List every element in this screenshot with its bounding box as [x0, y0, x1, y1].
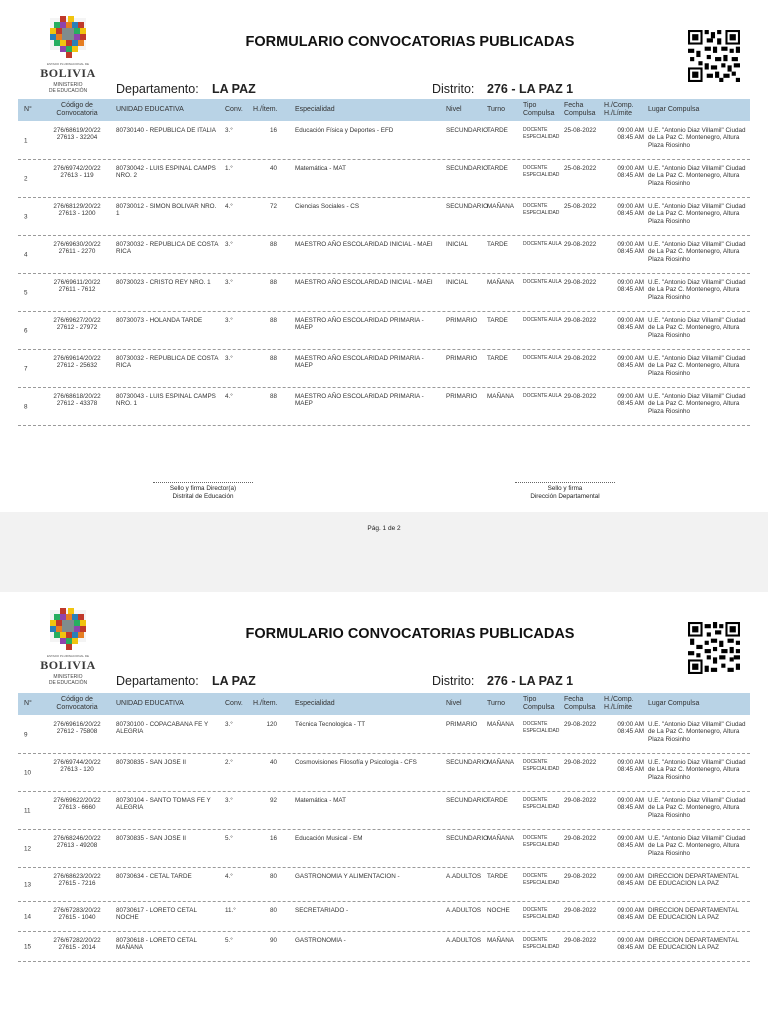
cell-hitem: 90 — [269, 937, 277, 944]
cell-lugar: DIRECCION DEPARTAMENTAL DE EDUCACION LA PAZ — [648, 873, 739, 888]
col-hitem: H./Ítem. — [253, 700, 278, 707]
cell-unidad: 80730012 - SIMON BOLIVAR NRO. 1 — [116, 203, 217, 218]
cell-n: 15 — [24, 942, 32, 950]
qr-code-icon — [688, 30, 740, 82]
cell-especialidad: Cosmovisiones Filosofía y Psicologia - CFS — [295, 759, 417, 766]
cell-turno: MAÑANA — [487, 393, 514, 400]
country-name: BOLIVIA — [40, 66, 96, 80]
coat-of-arms-icon — [46, 604, 90, 652]
cell-codigo: 276/69630/20/22 27611 - 2270 — [53, 241, 101, 256]
cell-hcomp: 09:00 AM 08:45 AM — [617, 797, 644, 812]
cell-nivel: PRIMARIO — [446, 721, 478, 728]
cell-conv: 4.° — [225, 873, 233, 880]
cell-fecha: 29-08-2022 — [564, 393, 597, 400]
cell-conv: 3.° — [225, 127, 233, 134]
col-nivel: Nivel — [446, 106, 462, 113]
cell-especialidad: Matemática - MAT — [295, 797, 346, 804]
cell-especialidad: Ciencias Sociales - CS — [295, 203, 360, 210]
signature-departamental: Sello y firma Dirección Departamental — [515, 482, 615, 501]
cell-tipo: DOCENTE AULA — [523, 317, 562, 323]
table-row — [18, 792, 750, 830]
cell-tipo: DOCENTE AULA — [523, 279, 562, 285]
cell-turno: NOCHE — [487, 907, 510, 914]
table-row — [18, 932, 750, 962]
cell-unidad: 80730140 - REPUBLICA DE ITALIA — [116, 127, 216, 134]
cell-unidad: 80730023 - CRISTO REY NRO. 1 — [116, 279, 211, 286]
cell-tipo: DOCENTE ESPECIALIDAD — [523, 937, 560, 950]
cell-hitem: 16 — [269, 835, 277, 842]
cell-nivel: PRIMARIO — [446, 355, 478, 362]
cell-especialidad: Técnica Tecnologica - TT — [295, 721, 366, 728]
cell-n: 10 — [24, 768, 32, 776]
col-conv: Conv. — [225, 106, 243, 113]
cell-especialidad: MAESTRO AÑO ESCOLARIDAD PRIMARIA - MAEP — [295, 393, 424, 408]
cell-turno: TARDE — [487, 797, 508, 804]
col-tipo: Tipo Compulsa — [523, 102, 555, 117]
cell-unidad: 80730634 - CETAL TARDE — [116, 873, 192, 880]
cell-lugar: U.E. "Antonio Diaz Villamil" Ciudad de La Paz C. Montenegro, Altura Plaza Riosinho — [648, 241, 746, 263]
cell-nivel: A.ADULTOS — [446, 937, 482, 944]
table-row — [18, 868, 750, 902]
cell-n: 7 — [24, 364, 28, 372]
cell-lugar: U.E. "Antonio Diaz Villamil" Ciudad de La Paz C. Montenegro, Altura Plaza Riosinho — [648, 835, 746, 857]
cell-hcomp: 09:00 AM 08:45 AM — [617, 721, 644, 736]
cell-turno: TARDE — [487, 355, 508, 362]
cell-lugar: DIRECCION DEPARTAMENTAL DE EDUCACION LA PAZ — [648, 907, 739, 922]
cell-hitem: 80 — [269, 873, 277, 880]
department-label: Departamento: — [116, 674, 199, 688]
cell-hcomp: 09:00 AM 08:45 AM — [617, 907, 644, 922]
col-turno: Turno — [487, 700, 506, 707]
cell-unidad: 80730073 - HOLANDA TARDE — [116, 317, 203, 324]
col-fecha: Fecha Compulsa — [564, 696, 596, 711]
table-row — [18, 830, 750, 868]
cell-conv: 3.° — [225, 279, 233, 286]
cell-lugar: U.E. "Antonio Diaz Villamil" Ciudad de La Paz C. Montenegro, Altura Plaza Riosinho — [648, 393, 746, 415]
department-label: Departamento: — [116, 82, 199, 96]
page-separator — [0, 512, 768, 592]
district-value: 276 - LA PAZ 1 — [487, 674, 574, 688]
cell-hcomp: 09:00 AM 08:45 AM — [617, 873, 644, 888]
col-especialidad: Especialidad — [295, 106, 335, 113]
document-page-2 — [0, 592, 768, 1024]
cell-fecha: 25-08-2022 — [564, 203, 597, 210]
cell-codigo: 276/68623/20/22 27615 - 7216 — [53, 873, 101, 888]
cell-n: 1 — [24, 136, 28, 144]
cell-especialidad: GASTRONOMIA - — [295, 937, 346, 944]
cell-nivel: SECUNDARIO — [446, 759, 488, 766]
cell-especialidad: Matemática - MAT — [295, 165, 346, 172]
cell-lugar: U.E. "Antonio Diaz Villamil" Ciudad de La Paz C. Montenegro, Altura Plaza Riosinho — [648, 279, 746, 301]
cell-nivel: PRIMARIO — [446, 393, 478, 400]
col-nivel: Nivel — [446, 700, 462, 707]
coat-of-arms-icon — [46, 12, 90, 60]
cell-codigo: 276/68619/20/22 27613 - 32204 — [53, 127, 101, 142]
table-header — [18, 99, 750, 121]
table-row — [18, 388, 750, 426]
cell-unidad: 80730835 - SAN JOSE II — [116, 835, 187, 842]
qr-code-icon — [688, 622, 740, 674]
cell-unidad: 80730104 - SANTO TOMAS FE Y ALEGRIA — [116, 797, 211, 812]
cell-hcomp: 09:00 AM 08:45 AM — [617, 127, 644, 142]
ministry-name: MINISTERIO DE EDUCACIÓN — [48, 82, 88, 94]
cell-hitem: 88 — [269, 279, 277, 286]
signature-director: Sello y firma Director(a) Distrital de Educación — [153, 482, 253, 501]
cell-hcomp: 09:00 AM 08:45 AM — [617, 937, 644, 952]
cell-hcomp: 09:00 AM 08:45 AM — [617, 759, 644, 774]
cell-tipo: DOCENTE AULA — [523, 241, 562, 247]
cell-especialidad: MAESTRO AÑO ESCOLARIDAD PRIMARIA - MAEP — [295, 355, 424, 370]
cell-unidad: 80730617 - LORETO CETAL NOCHE — [116, 907, 197, 922]
cell-unidad: 80730618 - LORETO CETAL MAÑANA — [116, 937, 197, 952]
col-lugar: Lugar Compulsa — [648, 700, 700, 707]
table-row — [18, 754, 750, 792]
cell-tipo: DOCENTE ESPECIALIDAD — [523, 907, 560, 920]
cell-nivel: A.ADULTOS — [446, 873, 482, 880]
cell-turno: TARDE — [487, 241, 508, 248]
cell-conv: 2.° — [225, 759, 233, 766]
ministry-name: MINISTERIO DE EDUCACIÓN — [48, 674, 88, 686]
cell-lugar: U.E. "Antonio Diaz Villamil" Ciudad de La Paz C. Montenegro, Altura Plaza Riosinho — [648, 203, 746, 225]
cell-conv: 4.° — [225, 393, 233, 400]
cell-hcomp: 09:00 AM 08:45 AM — [617, 241, 644, 256]
cell-tipo: DOCENTE ESPECIALIDAD — [523, 759, 560, 772]
cell-hitem: 88 — [269, 393, 277, 400]
cell-hitem: 88 — [269, 241, 277, 248]
cell-codigo: 276/67283/20/22 27615 - 1040 — [53, 907, 101, 922]
department-value: LA PAZ — [212, 82, 256, 96]
cell-fecha: 29-08-2022 — [564, 759, 597, 766]
cell-lugar: U.E. "Antonio Diaz Villamil" Ciudad de La Paz C. Montenegro, Altura Plaza Riosinho — [648, 721, 746, 743]
cell-n: 11 — [24, 806, 31, 814]
ministry-logo — [36, 602, 100, 688]
district-label: Distrito: — [432, 674, 475, 688]
cell-hcomp: 09:00 AM 08:45 AM — [617, 317, 644, 332]
cell-codigo: 276/69611/20/22 27611 - 7612 — [53, 279, 101, 294]
cell-hcomp: 09:00 AM 08:45 AM — [617, 165, 644, 180]
cell-hitem: 40 — [269, 165, 277, 172]
cell-nivel: INICIAL — [446, 279, 469, 286]
cell-tipo: DOCENTE AULA — [523, 393, 562, 399]
cell-especialidad: SECRETARIADO - — [295, 907, 349, 914]
cell-turno: TARDE — [487, 873, 508, 880]
cell-especialidad: MAESTRO AÑO ESCOLARIDAD INICIAL - MAEI — [295, 279, 433, 286]
cell-conv: 11.° — [225, 907, 236, 914]
cell-hcomp: 09:00 AM 08:45 AM — [617, 279, 644, 294]
district-label: Distrito: — [432, 82, 475, 96]
cell-codigo: 276/67282/20/22 27615 - 2014 — [53, 937, 101, 952]
cell-hcomp: 09:00 AM 08:45 AM — [617, 835, 644, 850]
col-fecha: Fecha Compulsa — [564, 102, 596, 117]
cell-conv: 4.° — [225, 203, 233, 210]
cell-tipo: DOCENTE ESPECIALIDAD — [523, 165, 560, 178]
cell-codigo: 276/69616/20/22 27612 - 75808 — [53, 721, 101, 736]
state-label: ESTADO PLURINACIONAL DE — [46, 654, 89, 658]
cell-hitem: 16 — [269, 127, 277, 134]
cell-lugar: U.E. "Antonio Diaz Villamil" Ciudad de La Paz C. Montenegro, Altura Plaza Riosinho — [648, 797, 746, 819]
cell-especialidad: MAESTRO AÑO ESCOLARIDAD INICIAL - MAEI — [295, 241, 433, 248]
cell-n: 14 — [24, 912, 32, 920]
cell-nivel: SECUNDARIO — [446, 127, 488, 134]
cell-turno: MAÑANA — [487, 721, 514, 728]
cell-fecha: 29-08-2022 — [564, 721, 597, 728]
cell-lugar: DIRECCION DEPARTAMENTAL DE EDUCACION LA PAZ — [648, 937, 739, 952]
table-row — [18, 902, 750, 932]
cell-codigo: 276/68618/20/22 27612 - 43378 — [53, 393, 101, 408]
cell-unidad: 80730032 - REPUBLICA DE COSTA RICA — [116, 355, 219, 370]
cell-tipo: DOCENTE ESPECIALIDAD — [523, 203, 560, 216]
cell-codigo: 276/69744/20/22 27613 - 120 — [53, 759, 101, 774]
col-unidad: UNIDAD EDUCATIVA — [116, 106, 184, 113]
cell-fecha: 29-08-2022 — [564, 241, 597, 248]
cell-lugar: U.E. "Antonio Diaz Villamil" Ciudad de La Paz C. Montenegro, Altura Plaza Riosinho — [648, 165, 746, 187]
cell-codigo: 276/69742/20/22 27613 - 119 — [53, 165, 101, 180]
cell-nivel: SECUNDARIO — [446, 797, 488, 804]
table-row — [18, 160, 750, 198]
cell-especialidad: MAESTRO AÑO ESCOLARIDAD PRIMARIA - MAEP — [295, 317, 424, 332]
cell-fecha: 25-08-2022 — [564, 165, 597, 172]
col-especialidad: Especialidad — [295, 700, 335, 707]
cell-conv: 5.° — [225, 937, 233, 944]
table-header — [18, 693, 750, 715]
cell-nivel: PRIMARIO — [446, 317, 478, 324]
table-row — [18, 236, 750, 274]
cell-n: 6 — [24, 326, 28, 334]
cell-fecha: 29-08-2022 — [564, 279, 597, 286]
cell-tipo: DOCENTE ESPECIALIDAD — [523, 797, 560, 810]
cell-hitem: 120 — [266, 721, 277, 728]
cell-nivel: SECUNDARIO — [446, 165, 488, 172]
cell-codigo: 276/68129/20/22 27613 - 1200 — [53, 203, 101, 218]
cell-unidad: 80730032 - REPUBLICA DE COSTA RICA — [116, 241, 219, 256]
cell-especialidad: GASTRONOMIA Y ALIMENTACION - — [295, 873, 400, 880]
cell-lugar: U.E. "Antonio Diaz Villamil" Ciudad de La Paz C. Montenegro, Altura Plaza Riosinho — [648, 355, 746, 377]
cell-fecha: 29-08-2022 — [564, 937, 597, 944]
cell-turno: MAÑANA — [487, 279, 514, 286]
cell-unidad: 80730100 - COPACABANA FE Y ALEGRIA — [116, 721, 209, 736]
cell-hcomp: 09:00 AM 08:45 AM — [617, 355, 644, 370]
cell-nivel: SECUNDARIO — [446, 835, 488, 842]
cell-conv: 3.° — [225, 721, 233, 728]
page-title: FORMULARIO CONVOCATORIAS PUBLICADAS — [245, 626, 575, 642]
cell-nivel: A.ADULTOS — [446, 907, 482, 914]
col-lugar: Lugar Compulsa — [648, 106, 700, 113]
country-name: BOLIVIA — [40, 658, 96, 672]
cell-hitem: 72 — [269, 203, 277, 210]
cell-codigo: 276/69627/20/22 27612 - 27972 — [53, 317, 101, 332]
cell-turno: MAÑANA — [487, 203, 514, 210]
cell-lugar: U.E. "Antonio Diaz Villamil" Ciudad de La Paz C. Montenegro, Altura Plaza Riosinho — [648, 759, 746, 781]
cell-turno: MAÑANA — [487, 835, 514, 842]
cell-tipo: DOCENTE AULA — [523, 355, 562, 361]
cell-hitem: 80 — [269, 907, 277, 914]
cell-turno: TARDE — [487, 317, 508, 324]
cell-fecha: 29-08-2022 — [564, 907, 597, 914]
col-n: N° — [24, 106, 32, 113]
cell-hitem: 92 — [269, 797, 277, 804]
table-row — [18, 312, 750, 350]
table-row — [18, 122, 750, 160]
cell-conv: 3.° — [225, 797, 233, 804]
cell-especialidad: Educación Física y Deportes - EFD — [295, 127, 394, 134]
cell-fecha: 29-08-2022 — [564, 835, 597, 842]
cell-fecha: 29-08-2022 — [564, 317, 597, 324]
cell-conv: 3.° — [225, 317, 233, 324]
cell-conv: 3.° — [225, 241, 233, 248]
department-value: LA PAZ — [212, 674, 256, 688]
cell-n: 12 — [24, 844, 32, 852]
cell-turno: TARDE — [487, 165, 508, 172]
cell-lugar: U.E. "Antonio Diaz Villamil" Ciudad de La Paz C. Montenegro, Altura Plaza Riosinho — [648, 317, 746, 339]
table-row — [18, 716, 750, 754]
cell-hcomp: 09:00 AM 08:45 AM — [617, 203, 644, 218]
cell-n: 3 — [24, 212, 28, 220]
cell-turno: TARDE — [487, 127, 508, 134]
cell-unidad: 80730835 - SAN JOSE II — [116, 759, 187, 766]
table-row — [18, 198, 750, 236]
col-turno: Turno — [487, 106, 506, 113]
cell-codigo: 276/69622/20/22 27613 - 6660 — [53, 797, 101, 812]
cell-fecha: 29-08-2022 — [564, 355, 597, 362]
cell-hitem: 88 — [269, 317, 277, 324]
cell-conv: 5.° — [225, 835, 233, 842]
cell-turno: MAÑANA — [487, 937, 514, 944]
col-hcomp: H./Comp. H./Límite — [604, 696, 634, 711]
col-codigo: Código de Convocatoria — [56, 102, 98, 117]
cell-conv: 3.° — [225, 355, 233, 362]
col-unidad: UNIDAD EDUCATIVA — [116, 700, 184, 707]
cell-fecha: 25-08-2022 — [564, 127, 597, 134]
cell-n: 9 — [24, 730, 28, 738]
cell-fecha: 29-08-2022 — [564, 797, 597, 804]
cell-tipo: DOCENTE ESPECIALIDAD — [523, 835, 560, 848]
col-n: N° — [24, 700, 32, 707]
col-hitem: H./Ítem. — [253, 106, 278, 113]
cell-hitem: 88 — [269, 355, 277, 362]
state-label: ESTADO PLURINACIONAL DE — [46, 62, 89, 66]
col-tipo: Tipo Compulsa — [523, 696, 555, 711]
table-row — [18, 274, 750, 312]
cell-hcomp: 09:00 AM 08:45 AM — [617, 393, 644, 408]
cell-especialidad: Educación Musical - EM — [295, 835, 363, 842]
table-row — [18, 350, 750, 388]
col-codigo: Código de Convocatoria — [56, 696, 98, 711]
cell-unidad: 80730042 - LUIS ESPINAL CAMPS NRO. 2 — [116, 165, 216, 180]
ministry-logo — [36, 10, 100, 96]
cell-nivel: INICIAL — [446, 241, 469, 248]
cell-tipo: DOCENTE ESPECIALIDAD — [523, 873, 560, 886]
page-title: FORMULARIO CONVOCATORIAS PUBLICADAS — [245, 34, 575, 50]
cell-codigo: 276/69614/20/22 27612 - 25632 — [53, 355, 101, 370]
col-hcomp: H./Comp. H./Límite — [604, 102, 634, 117]
cell-lugar: U.E. "Antonio Diaz Villamil" Ciudad de La Paz C. Montenegro, Altura Plaza Riosinho — [648, 127, 746, 149]
cell-tipo: DOCENTE ESPECIALIDAD — [523, 721, 560, 734]
cell-hitem: 40 — [269, 759, 277, 766]
cell-turno: MAÑANA — [487, 759, 514, 766]
cell-tipo: DOCENTE ESPECIALIDAD — [523, 127, 560, 140]
district-value: 276 - LA PAZ 1 — [487, 82, 574, 96]
cell-fecha: 29-08-2022 — [564, 873, 597, 880]
cell-n: 8 — [24, 402, 28, 410]
cell-n: 13 — [24, 880, 32, 888]
cell-n: 5 — [24, 288, 28, 296]
cell-conv: 1.° — [225, 165, 233, 172]
cell-nivel: SECUNDARIO — [446, 203, 488, 210]
col-conv: Conv. — [225, 700, 243, 707]
cell-n: 2 — [24, 174, 28, 182]
cell-codigo: 276/68246/20/22 27613 - 49208 — [53, 835, 101, 850]
cell-n: 4 — [24, 250, 28, 258]
page-number: Pág. 1 de 2 — [367, 525, 401, 532]
cell-unidad: 80730043 - LUIS ESPINAL CAMPS NRO. 1 — [116, 393, 216, 408]
